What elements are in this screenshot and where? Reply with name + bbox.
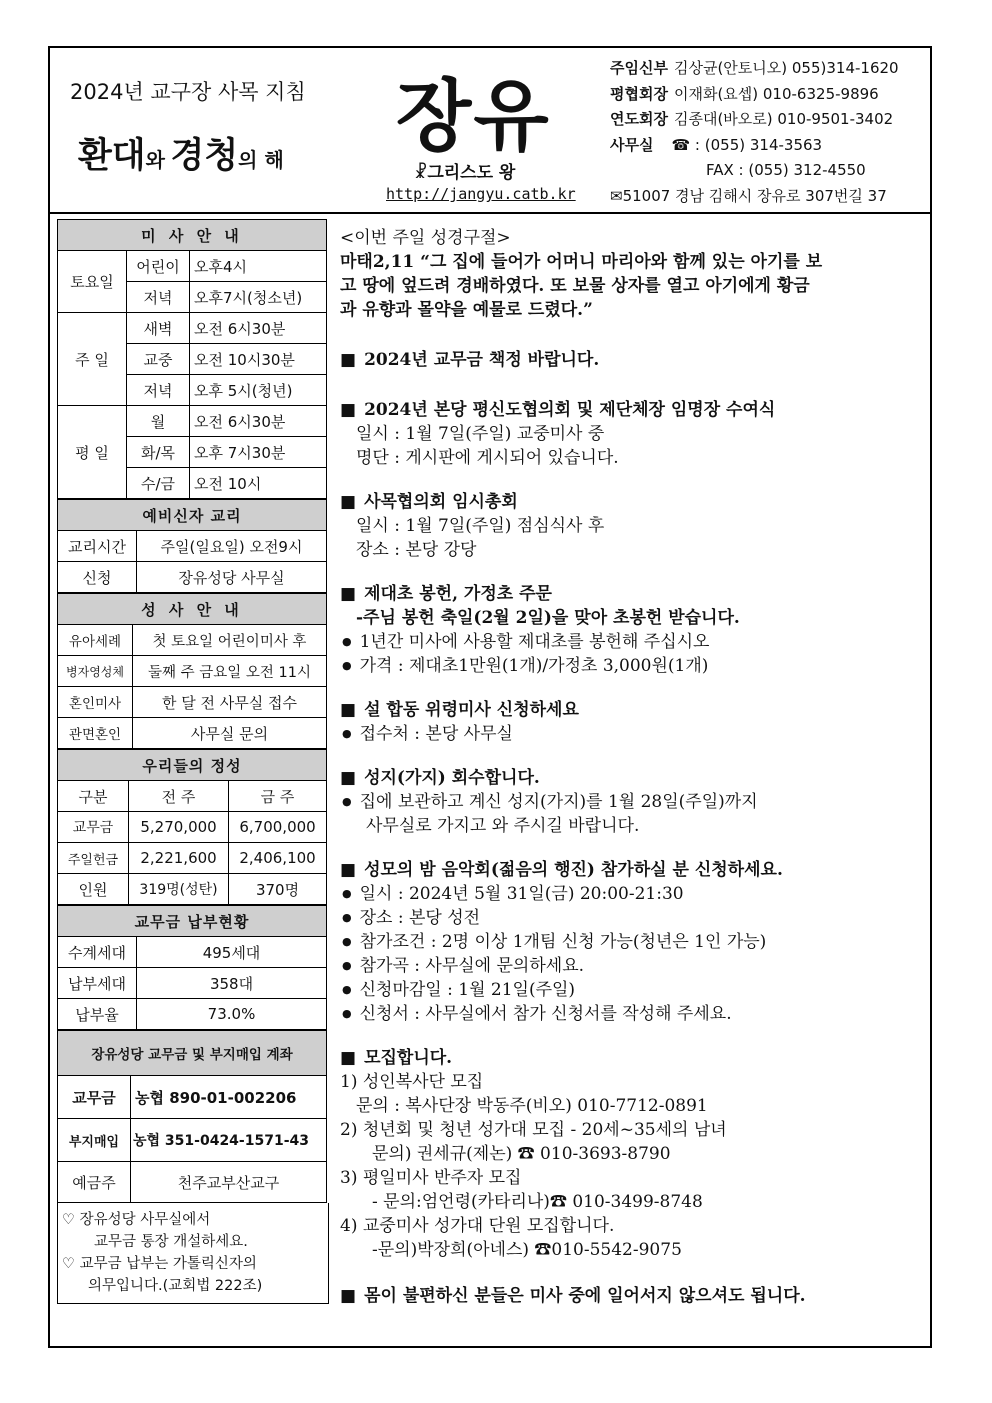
offering-cell: 주일헌금 <box>58 843 129 874</box>
parish-subtitle: ☧그리스도 왕 <box>414 163 516 183</box>
contact-row <box>610 107 899 133</box>
table-row <box>58 874 327 905</box>
mass-time: 오전 10시30분 <box>190 344 327 375</box>
mass-time: 오전 6시30분 <box>190 406 327 437</box>
contact-value: 김종대(바오로) 010-9501-3402 <box>673 110 894 128</box>
catechism-value: 주일(일요일) 오전9시 <box>137 531 327 562</box>
catechism-section-title: 예비신자 교리 <box>58 500 327 531</box>
announcement-heading <box>340 766 930 790</box>
square-bullet-icon: ■ <box>340 584 357 604</box>
bulletin-header <box>50 48 930 214</box>
motto-particle1: 와 <box>145 148 165 172</box>
verse-line: 고 땅에 엎드려 경배하였다. 또 보물 상자를 열고 아기에게 황금 <box>340 276 810 296</box>
mass-schedule-table <box>57 219 327 499</box>
mass-time: 오후 7시30분 <box>190 437 327 468</box>
recruit-line: 4) 교중미사 성가대 단원 모집합니다. <box>340 1216 615 1236</box>
contact-row <box>610 56 899 82</box>
contact-row <box>610 82 899 108</box>
square-bullet-icon: ■ <box>340 400 357 420</box>
mass-key: 화/목 <box>127 437 190 468</box>
mass-key: 월 <box>127 406 190 437</box>
bulletin-title: 장유 <box>396 72 551 162</box>
sacrament-value: 한 달 전 사무실 접수 <box>133 687 327 718</box>
recruit-line: 문의 : 복사단장 박동주(비오) 010-7712-0891 <box>356 1096 708 1116</box>
mass-time: 오전 10시 <box>190 468 327 499</box>
contact-row <box>610 158 899 184</box>
dues-value: 73.0% <box>137 999 327 1030</box>
account-key: 예금주 <box>58 1162 131 1203</box>
contact-label: 사무실 <box>610 135 654 154</box>
account-value: 농협 351-0424-1571-43 <box>131 1119 327 1162</box>
mass-day-label: 주 일 <box>58 313 127 406</box>
motto-line2 <box>78 128 284 178</box>
sacrament-table <box>57 593 327 749</box>
offering-cell: 370명 <box>229 874 327 905</box>
recruit-line: -문의)박장희(아네스) ☎010-5542-9075 <box>372 1240 682 1260</box>
recruit-line: 2) 청년회 및 청년 성가대 모집 - 20세~35세의 남녀 <box>340 1120 727 1140</box>
heading-text: 성모의 밤 음악회(젊음의 행진) 참가하실 분 신청하세요. <box>364 860 783 880</box>
heading-text: 성지(가지) 회수합니다. <box>364 768 540 788</box>
contact-address: ✉51007 경남 김해시 장유로 307번길 37 <box>610 186 887 205</box>
sacrament-section-title: 성 사 안 내 <box>58 594 327 625</box>
catechism-value: 장유성당 사무실 <box>137 562 327 593</box>
recruit-line: - 문의:엄언령(카타리나)☎ 010-3499-8748 <box>372 1192 703 1212</box>
heading-text: 설 합동 위령미사 신청하세요 <box>364 700 579 720</box>
verse-line: 과 유향과 몰약을 예물로 드렸다.” <box>340 300 593 320</box>
announcement-heading <box>340 398 930 422</box>
mass-section-title: 미 사 안 내 <box>58 220 327 251</box>
catechism-table <box>57 499 327 593</box>
heading-text: 2024년 본당 평신도협의회 및 제단체장 임명장 수여식 <box>364 400 776 420</box>
announcement-heading <box>340 348 930 372</box>
catechism-key: 교리시간 <box>58 531 137 562</box>
note-line: 교무금 통장 개설하세요. <box>94 1234 248 1250</box>
bullet-item: ● 참가조건 : 2명 이상 1개팀 신청 가능(청년은 1인 가능) <box>340 930 930 954</box>
announcement-heading <box>340 1284 930 1308</box>
dues-key: 납부세대 <box>58 968 137 999</box>
announcement-line: 일시 : 1월 7일(주일) 교중미사 중 <box>356 424 605 444</box>
parish-url-link[interactable]: http://jangyu.catb.kr <box>386 185 576 203</box>
heading-text: 2024년 교무금 책정 바랍니다. <box>364 350 600 370</box>
heading-text: 몸이 불편하신 분들은 미사 중에 일어서지 않으셔도 됩니다. <box>364 1286 806 1306</box>
dues-table <box>57 905 327 1030</box>
bullet-item: ● 신청서 : 사무실에서 참가 신청서를 작성해 주세요. <box>340 1002 930 1026</box>
mass-day-label: 토요일 <box>58 251 127 313</box>
offering-cell: 5,270,000 <box>129 812 229 843</box>
bullet-item: ● 일시 : 2024년 5월 31일(금) 20:00-21:30 <box>340 882 930 906</box>
square-bullet-icon: ■ <box>340 860 357 880</box>
mass-key: 새벽 <box>127 313 190 344</box>
account-key: 교무금 <box>58 1076 131 1119</box>
announcements-column <box>340 226 930 1308</box>
announcement-line: 장소 : 본당 강당 <box>356 540 477 560</box>
table-row <box>58 812 327 843</box>
motto-line1: 2024년 교구장 사목 지침 <box>70 80 306 104</box>
square-bullet-icon: ■ <box>340 350 357 370</box>
mass-time: 오후4시 <box>190 251 327 282</box>
contact-value: ☎ : (055) 314-3563 <box>671 135 823 154</box>
account-table <box>57 1030 327 1203</box>
bulletin-page <box>48 46 932 1348</box>
recruit-line: 3) 평일미사 반주자 모집 <box>340 1168 522 1188</box>
offering-header-cell: 전 주 <box>129 781 229 812</box>
announcement-subheading: -주님 봉헌 축일(2월 2일)을 맞아 초봉헌 받습니다. <box>356 608 740 628</box>
dues-value: 495세대 <box>137 937 327 968</box>
account-section-title: 장유성당 교무금 및 부지매입 계좌 <box>58 1031 327 1076</box>
left-column <box>57 219 327 1304</box>
note-line: ♡ 교무금 납부는 가톨릭신자의 <box>62 1256 257 1272</box>
catechism-key: 신청 <box>58 562 137 593</box>
bullet-item: ● 1년간 미사에 사용할 제대초를 봉헌해 주십시오 <box>340 630 930 654</box>
contact-value: FAX : (055) 312-4550 <box>706 161 866 179</box>
dues-value: 358대 <box>137 968 327 999</box>
square-bullet-icon: ■ <box>340 768 357 788</box>
sacrament-value: 둘째 주 금요일 오전 11시 <box>133 656 327 687</box>
offering-cell: 2,221,600 <box>129 843 229 874</box>
offering-cell: 2,406,100 <box>229 843 327 874</box>
square-bullet-icon: ■ <box>340 1048 357 1068</box>
offering-section-title: 우리들의 정성 <box>58 750 327 781</box>
account-key: 부지매입 <box>58 1119 131 1162</box>
sacrament-key: 관면혼인 <box>58 718 133 749</box>
contact-list <box>610 56 899 209</box>
dues-section-title: 교무금 납부현황 <box>58 906 327 937</box>
sacrament-key: 병자영성체 <box>58 656 133 687</box>
note-line: 의무입니다.(교회법 222조) <box>88 1278 263 1294</box>
bullet-item: ● 장소 : 본당 성전 <box>340 906 930 930</box>
square-bullet-icon: ■ <box>340 492 357 512</box>
account-notes <box>57 1203 329 1304</box>
bullet-item: ● 가격 : 제대초1만원(1개)/가정초 3,000원(1개) <box>340 654 930 678</box>
contact-label: 평협회장 <box>610 84 668 103</box>
sacrament-key: 유아세례 <box>58 625 133 656</box>
bullet-item: ● 집에 보관하고 계신 성지(가지)를 1월 28일(주일)까지 <box>340 790 930 814</box>
verse-title: <이번 주일 성경구절> <box>340 228 511 248</box>
mass-key: 교중 <box>127 344 190 375</box>
sacrament-value: 첫 토요일 어린이미사 후 <box>133 625 327 656</box>
square-bullet-icon: ■ <box>340 700 357 720</box>
contact-label: 연도회장 <box>610 110 668 128</box>
recruit-line: 1) 성인복사단 모집 <box>340 1072 484 1092</box>
contact-value: 이재화(요셉) 010-6325-9896 <box>673 84 879 103</box>
dues-key: 수계세대 <box>58 937 137 968</box>
mass-key: 어린이 <box>127 251 190 282</box>
mass-key: 저녁 <box>127 282 190 313</box>
contact-value: 김상균(안토니오) 055)314-1620 <box>673 59 899 77</box>
mass-time: 오전 6시30분 <box>190 313 327 344</box>
bullet-item: ● 접수처 : 본당 사무실 <box>340 722 930 746</box>
mass-time: 오후 5시(청년) <box>190 375 327 406</box>
motto-word1: 환대 <box>78 136 146 176</box>
contact-label: 주임신부 <box>610 59 668 77</box>
heading-text: 사목협의회 임시총회 <box>364 492 518 512</box>
announcement-heading <box>340 582 930 606</box>
offering-cell: 교무금 <box>58 812 129 843</box>
offering-header-cell: 구분 <box>58 781 129 812</box>
sacrament-value: 사무실 문의 <box>133 718 327 749</box>
announcement-line: 일시 : 1월 7일(주일) 점심식사 후 <box>356 516 605 536</box>
announcement-heading <box>340 698 930 722</box>
square-bullet-icon: ■ <box>340 1286 357 1306</box>
mass-key: 저녁 <box>127 375 190 406</box>
bullet-item: ● 신청마감일 : 1월 21일(주일) <box>340 978 930 1002</box>
bullet-continuation: 사무실로 가지고 와 주시길 바랍니다. <box>366 816 640 836</box>
sacrament-key: 혼인미사 <box>58 687 133 718</box>
motto-word2: 경청 <box>170 136 239 176</box>
dues-key: 납부율 <box>58 999 137 1030</box>
contact-row <box>610 133 899 159</box>
recruit-line: 문의) 권세규(제논) ☎ 010-3693-8790 <box>372 1144 671 1164</box>
table-row <box>58 843 327 874</box>
mass-time: 오후7시(청소년) <box>190 282 327 313</box>
mass-key: 수/금 <box>127 468 190 499</box>
announcement-heading <box>340 1046 930 1070</box>
offering-cell: 319명(성탄) <box>129 874 229 905</box>
offering-table <box>57 749 327 905</box>
heading-text: 제대초 봉헌, 가정초 주문 <box>364 584 552 604</box>
announcement-line: 명단 : 게시판에 게시되어 있습니다. <box>356 448 619 468</box>
account-value: 천주교부산교구 <box>131 1162 327 1203</box>
account-value: 농협 890-01-002206 <box>131 1076 327 1119</box>
offering-header-cell: 금 주 <box>229 781 327 812</box>
note-line: ♡ 장유성당 사무실에서 <box>62 1212 211 1228</box>
bullet-item: ● 참가곡 : 사무실에 문의하세요. <box>340 954 930 978</box>
offering-cell: 인원 <box>58 874 129 905</box>
announcement-heading <box>340 490 930 514</box>
heading-text: 모집합니다. <box>364 1048 453 1068</box>
offering-cell: 6,700,000 <box>229 812 327 843</box>
motto-particle2: 의 해 <box>238 148 284 172</box>
verse-line: 마태2,11 “그 집에 들어가 어머니 마리아와 함께 있는 아기를 보 <box>340 252 823 272</box>
mass-day-label: 평 일 <box>58 406 127 499</box>
contact-row <box>610 184 899 210</box>
announcement-heading <box>340 858 930 882</box>
